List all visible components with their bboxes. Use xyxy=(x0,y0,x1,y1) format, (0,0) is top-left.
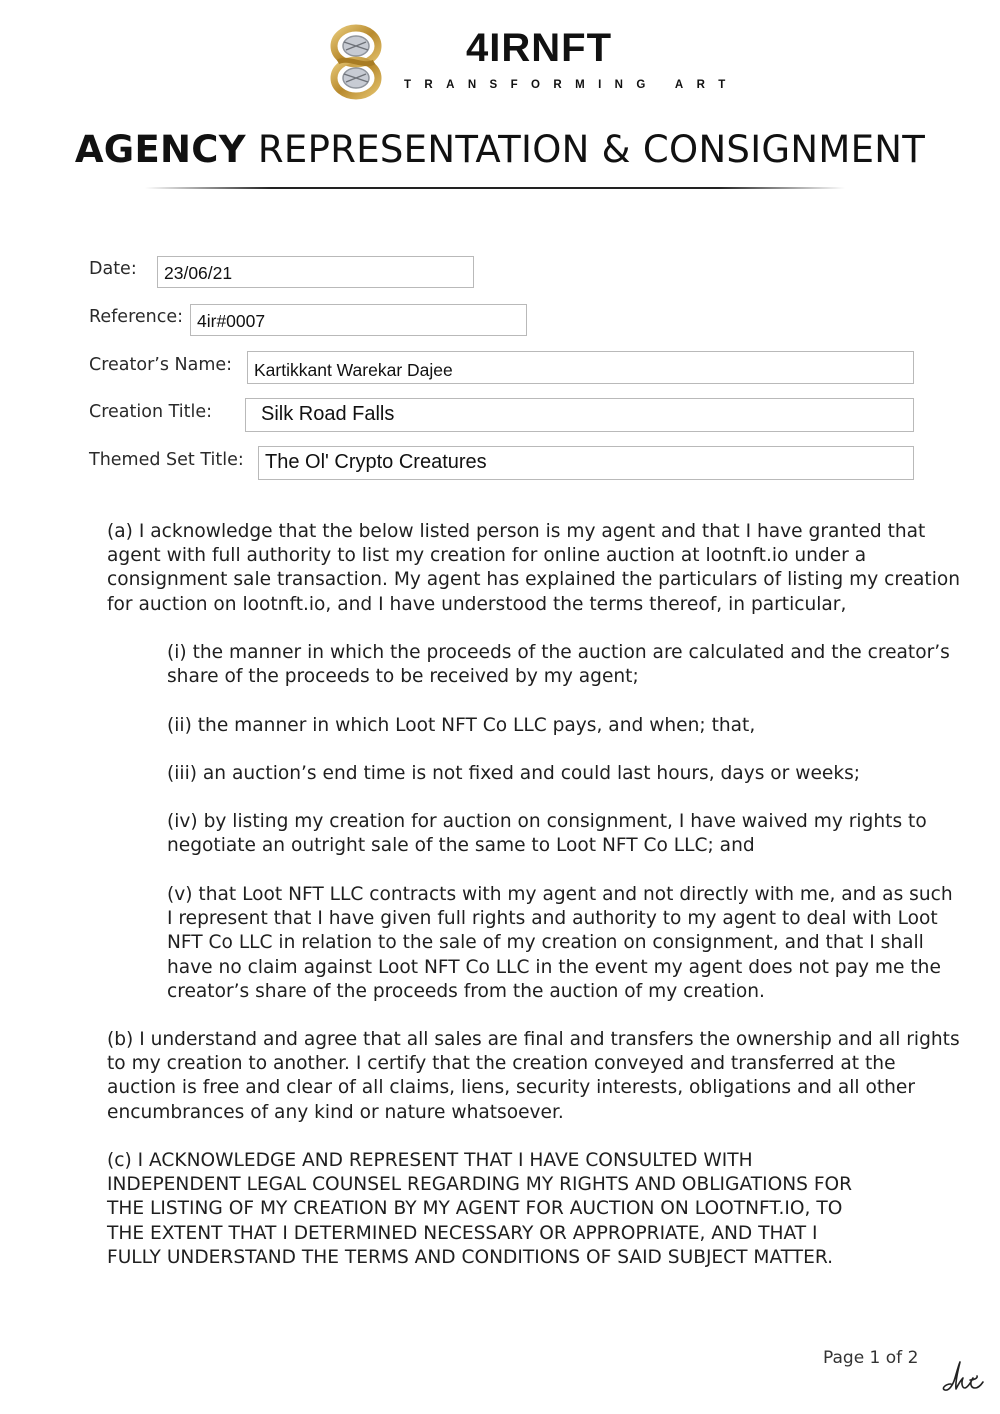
clause-b-line: to my creation to another. I certify that the creation conveyed and transferred at the xyxy=(107,1053,896,1075)
clause-iv-line: (iv) by listing my creation for auction on consignment, I have waived my rights to xyxy=(167,811,927,832)
clause-ii xyxy=(167,714,755,738)
clause-b-line: encumbrances of any kind or nature whatsoever. xyxy=(107,1101,564,1123)
clause-ii-line: (ii) the manner in which Loot NFT Co LLC pays, and when; that, xyxy=(167,715,756,736)
initials-signature-icon xyxy=(937,1358,985,1394)
clause-a-line: (a) I acknowledge that the below listed person is my agent and that I have granted that xyxy=(107,521,926,542)
clause-iv xyxy=(167,810,927,858)
clause-v-line: NFT Co LLC in relation to the sale of my creation on consignment, and that I shall xyxy=(167,932,924,954)
date-field[interactable]: 23/06/21 xyxy=(157,256,474,288)
title-divider xyxy=(145,187,845,189)
clause-a-line: for auction on lootnft.io, and I have understood the terms thereof, in particular, xyxy=(107,593,847,615)
clause-a xyxy=(107,520,960,617)
clause-c-line: INDEPENDENT LEGAL COUNSEL REGARDING MY RIGHTS AND OBLIGATIONS FOR xyxy=(107,1174,853,1196)
creator-name-field[interactable]: Kartikkant Warekar Dajee xyxy=(247,351,914,384)
clause-v-line: have no claim against Loot NFT Co LLC in the event my agent does not pay me the xyxy=(167,956,941,978)
clause-c-line: THE EXTENT THAT I DETERMINED NECESSARY OR APPROPRIATE, AND THAT I xyxy=(107,1222,818,1244)
creation-title-field[interactable]: Silk Road Falls xyxy=(245,398,914,432)
clause-i xyxy=(167,641,950,689)
clause-c-line: THE LISTING OF MY CREATION BY MY AGENT FOR AUCTION ON LOOTNFT.IO, TO xyxy=(107,1198,843,1220)
clause-i-line: (i) the manner in which the proceeds of the auction are calculated and the creator’s xyxy=(167,642,950,663)
clause-c xyxy=(107,1149,852,1270)
clause-i-line: share of the proceeds to be received by my agent; xyxy=(167,666,639,688)
clause-iii xyxy=(167,762,860,786)
themed-set-title-label: Themed Set Title: xyxy=(89,450,244,470)
brand-tagline: TRANSFORMING ART xyxy=(404,79,739,91)
brand-logo-icon xyxy=(316,22,396,102)
clause-iv-line: negotiate an outright sale of the same to Loot NFT Co LLC; and xyxy=(167,835,755,857)
creator-name-label: Creator’s Name: xyxy=(89,355,233,375)
clause-a-line: agent with full authority to list my creation for online auction at lootnft.io under a xyxy=(107,545,867,567)
clause-v-line: I represent that I have given full rights and authority to my agent to deal with Loot xyxy=(167,908,938,930)
clause-v-line: (v) that Loot NFT LLC contracts with my agent and not directly with me, and as such xyxy=(167,884,953,905)
clause-a-line: consignment sale transaction. My agent has explained the particulars of listing my creation xyxy=(107,569,961,591)
brand-name: 4IRNFT xyxy=(466,26,612,70)
date-label: Date: xyxy=(89,259,137,279)
clause-b-line: auction is free and clear of all claims, liens, security interests, obligations and all other xyxy=(107,1077,916,1099)
clause-c-line: (c) I ACKNOWLEDGE AND REPRESENT THAT I HAVE CONSULTED WITH xyxy=(107,1150,753,1171)
page-number: Page 1 of 2 xyxy=(823,1348,919,1368)
clause-b-line: (b) I understand and agree that all sales are final and transfers the ownership and all rights xyxy=(107,1029,960,1050)
reference-field[interactable]: 4ir#0007 xyxy=(190,304,527,336)
clause-iii-line: (iii) an auction’s end time is not fixed and could last hours, days or weeks; xyxy=(167,763,861,784)
document-title-rest: REPRESENTATION & CONSIGNMENT xyxy=(245,128,926,171)
clause-v xyxy=(167,883,953,1004)
clause-b xyxy=(107,1028,960,1125)
themed-set-title-field[interactable]: The Ol' Crypto Creatures xyxy=(258,446,914,480)
document-title xyxy=(0,128,1000,171)
reference-label: Reference: xyxy=(89,307,184,327)
clause-c-line: FULLY UNDERSTAND THE TERMS AND CONDITIONS OF SAID SUBJECT MATTER. xyxy=(107,1246,834,1268)
clause-v-line: creator’s share of the proceeds from the auction of my creation. xyxy=(167,980,765,1002)
creation-title-label: Creation Title: xyxy=(89,402,213,422)
document-title-bold: AGENCY xyxy=(74,128,246,171)
